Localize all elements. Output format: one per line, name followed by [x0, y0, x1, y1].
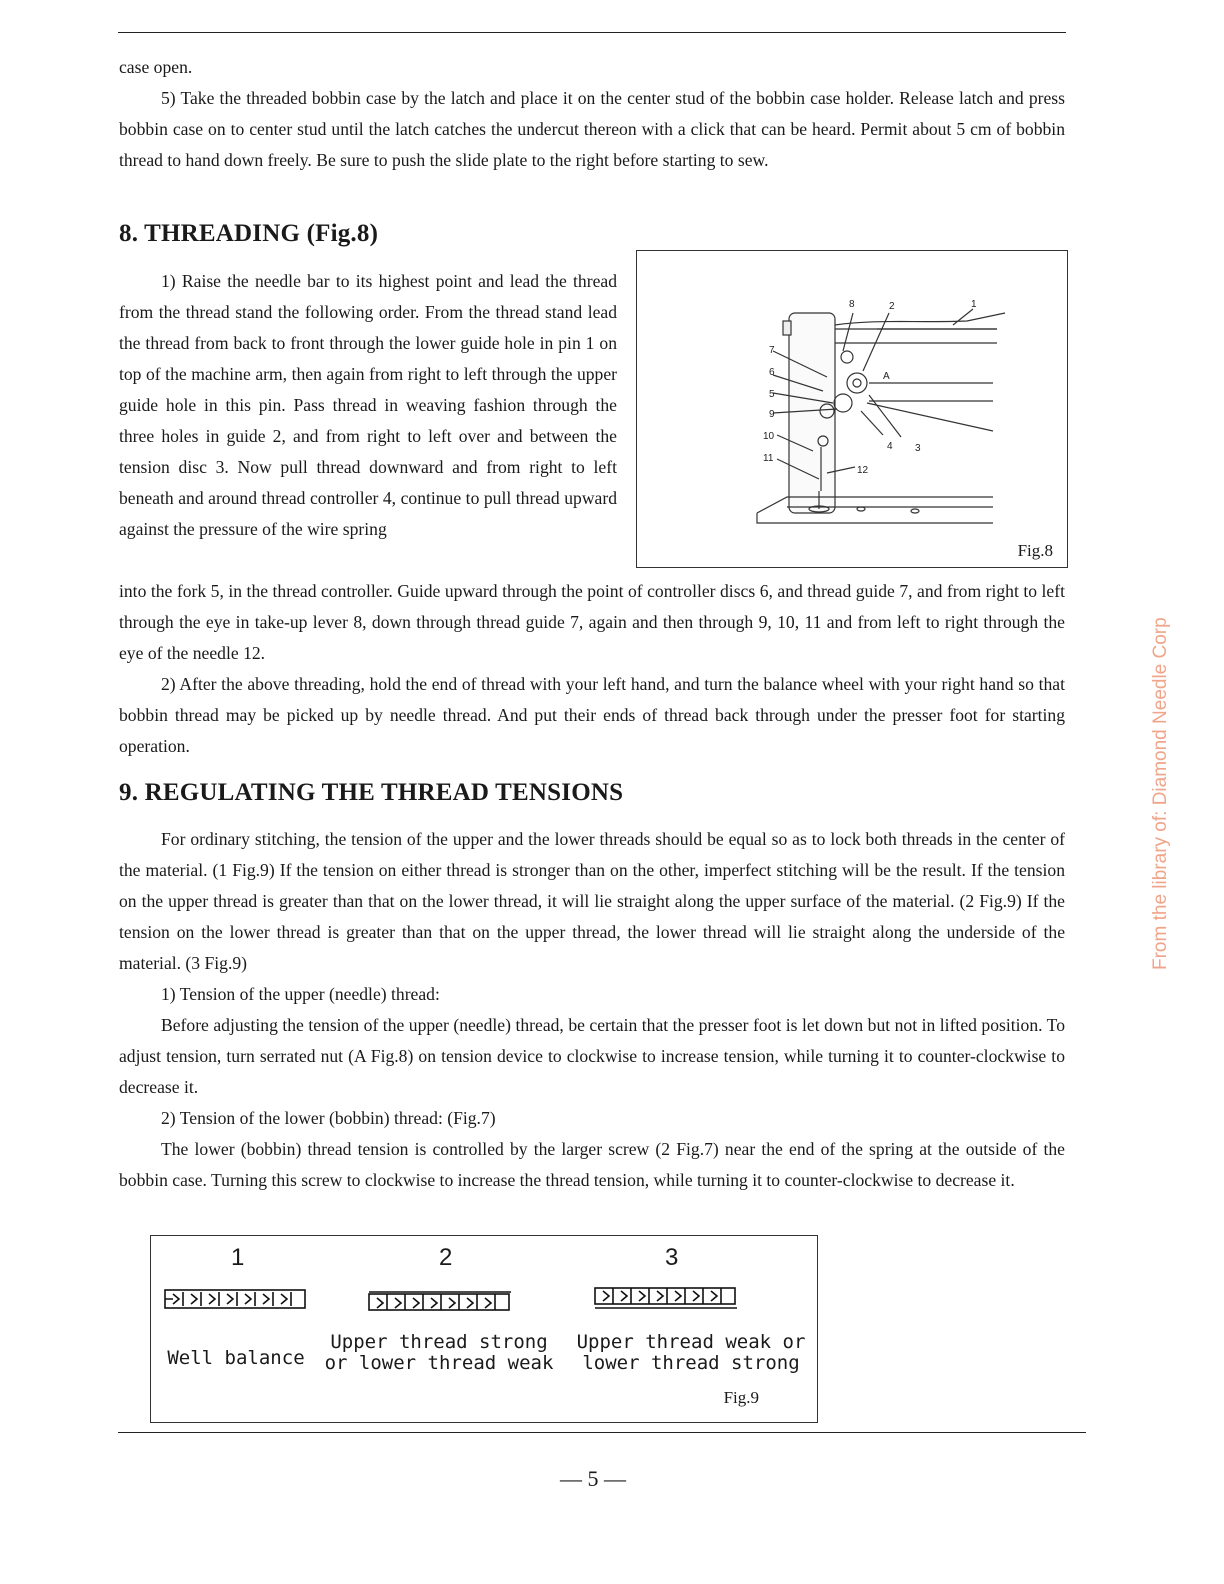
tension-intro: For ordinary stitching, the tension of the upper and the lower threads should be equal so as to lock both threads in the center of the material. (1 Fig.9) If the tension on either thread is stronger than on the other, imperfect stitching will be the result. If the tension on the upper thread is greater than that on the lower thread, it will lie straight along the upper surface of the material. (2 Fig.9) If the tension on the lower thread is greater than that on the upper thread, the lower thread will lie straight along the underside of the material. (3 Fig.9) [119, 829, 1065, 973]
bottom-rule [118, 1432, 1086, 1433]
callout-4: 4 [887, 441, 893, 452]
fig9-col3-label: Upper thread weak or lower thread strong [576, 1331, 806, 1374]
figure-8 [636, 250, 1068, 568]
callout-A: A [883, 371, 890, 382]
callout-6: 6 [769, 367, 775, 378]
lower-tension-title: 2) Tension of the lower (bobbin) thread: (Fig.7) [161, 1108, 496, 1128]
callout-10: 10 [763, 431, 775, 442]
callout-5: 5 [769, 389, 775, 400]
figure-9 [150, 1235, 818, 1423]
upper-tension-title: 1) Tension of the upper (needle) thread: [161, 984, 440, 1004]
lower-tension-body: The lower (bobbin) thread tension is controlled by the larger screw (2 Fig.7) near the end of the spring at the outside of the bobbin case. Turning this screw to clockwise to increase the thread tension, while turning it to counter-clockwise to decrease it. [119, 1139, 1065, 1190]
stitch-sample-lower-strong [591, 1284, 741, 1314]
section-8-heading: 8. THREADING (Fig.8) [119, 220, 379, 247]
figure-8-caption: Fig.8 [1017, 541, 1053, 560]
fig9-col1-number: 1 [231, 1244, 245, 1271]
fig9-col3-number: 3 [665, 1244, 679, 1271]
page-number: — 5 — [560, 1466, 626, 1491]
callout-3: 3 [915, 443, 921, 454]
figure-9-caption: Fig.9 [723, 1388, 759, 1407]
callout-12: 12 [857, 465, 869, 476]
callout-1: 1 [971, 299, 977, 310]
callout-8: 8 [849, 299, 855, 310]
callout-11: 11 [763, 453, 774, 464]
section-9-heading: 9. REGULATING THE THREAD TENSIONS [119, 779, 624, 806]
callout-7: 7 [769, 345, 775, 356]
stitch-sample-upper-strong [365, 1284, 515, 1314]
bobbin-paragraph: 5) Take the threaded bobbin case by the latch and place it on the center stud of the bobbin case holder. Release latch and press bobbin case on to center stud until the latch catches the undercut thereon with a click that can be heard. Permit about 5 cm of bobbin thread to hand down freely. Be sure to push the slide plate to the right before starting to sew. [119, 88, 1065, 170]
fig9-col1-label: Well balance [167, 1347, 305, 1369]
callout-9: 9 [769, 409, 775, 420]
threading-paragraph-1-continued: into the fork 5, in the thread controller. Guide upward through the point of controller discs 6, and thread guide 7, and from right to left through the eye in take-up lever 8, down through thread guide 7, again and then through 9, 10, 11 and from left to right through the eye of the needle 12. [119, 581, 1065, 663]
continuation-text: case open. [119, 57, 193, 77]
fig9-col2-label: Upper thread strong or lower thread weak [324, 1331, 554, 1374]
callout-2: 2 [889, 301, 895, 312]
library-watermark: From the library of: Diamond Needle Corp [1150, 617, 1171, 970]
upper-tension-body: Before adjusting the tension of the upper (needle) thread, be certain that the presser foot is let down but not in lifted position. To adjust tension, turn serrated nut (A Fig.8) on tension device to clockwise to increase tension, while turning it to counter-clockwise to decrease it. [119, 1015, 1065, 1097]
fig9-col2-number: 2 [439, 1244, 453, 1271]
top-rule [118, 32, 1066, 33]
threading-paragraph-2: 2) After the above threading, hold the end of thread with your left hand, and turn the balance wheel with your right hand so that bobbin thread may be picked up by needle thread. And put their ends of thread back through under the presser foot for starting operation. [119, 674, 1065, 756]
threading-diagram [637, 251, 1069, 569]
threading-paragraph-1: 1) Raise the needle bar to its highest point and lead the thread from the thread stand the following order. From the thread stand lead the thread from back to front through the lower guide hole in pin 1 on top of the machine arm, then again from right to left through the upper guide hole in this pin. Pass thread in weaving fashion through the three holes in guide 2, and from right to left over and between the tension disc 3. Now pull thread downward and from right to left beneath and around thread controller 4, continue to pull thread upward against the pressure of the wire spring [119, 271, 617, 539]
stitch-sample-balanced [161, 1284, 311, 1314]
